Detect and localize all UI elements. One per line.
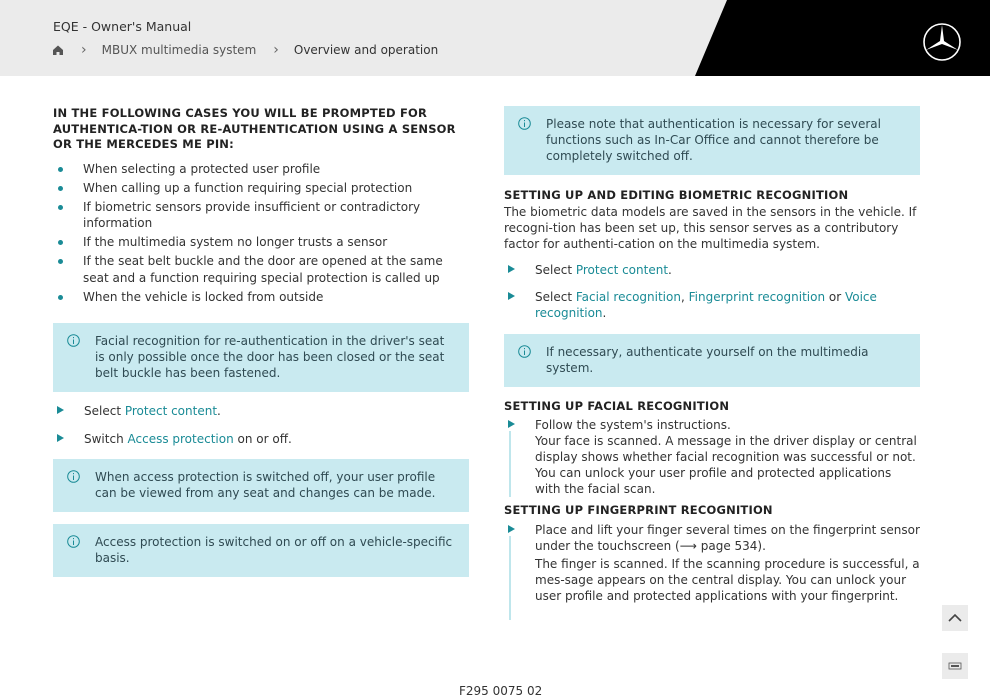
right-column	[504, 106, 920, 604]
list-item: If biometric sensors provide insufficient or contradictory information	[53, 199, 469, 232]
arrow-right-icon	[508, 420, 515, 428]
protect-content-link[interactable]: Protect content	[575, 262, 669, 277]
step-text: Select	[84, 404, 125, 418]
step-text: Switch	[84, 432, 128, 446]
list-item: When selecting a protected user profile	[53, 161, 469, 178]
step-text: Select	[535, 289, 576, 304]
manual-title: EQE - Owner's Manual	[53, 19, 192, 34]
list-item: If the multimedia system no longer trusts a sensor	[53, 234, 469, 251]
info-box-facial-reauth	[53, 323, 469, 392]
info-box-in-car-office	[504, 106, 920, 175]
info-icon	[67, 535, 80, 548]
page-number-icon	[948, 661, 962, 671]
facial-recognition-link[interactable]: Facial recognition	[575, 289, 681, 304]
info-icon	[518, 117, 531, 130]
step-text: .	[668, 262, 672, 277]
chevron-right-icon: ›	[81, 42, 87, 58]
protect-content-link[interactable]: Protect content	[124, 404, 218, 418]
step-text: Follow the system's instructions.	[535, 418, 731, 432]
step-place-finger	[504, 522, 920, 554]
step-result-text	[504, 433, 920, 497]
left-column	[53, 106, 469, 577]
figure-code: F295 0075 02	[459, 684, 543, 698]
breadcrumb-item-mbux[interactable]: MBUX multimedia system	[101, 43, 257, 57]
step-text: ,	[680, 289, 689, 304]
info-icon	[518, 345, 531, 358]
arrow-right-icon	[57, 434, 64, 442]
mercedes-star-logo	[922, 22, 962, 62]
info-text: Please note that authentication is necessary for several functions such as In-Car Office and cannot therefore be completely switched off.	[546, 117, 881, 163]
arrow-right-icon	[508, 265, 515, 273]
step-select-protect-content	[53, 403, 469, 419]
step-switch-access-protection	[53, 431, 469, 447]
step-text: Select	[535, 262, 576, 277]
step-text: .	[217, 404, 221, 418]
facial-steps	[504, 417, 920, 497]
result-text: The finger is scanned. If the scanning procedure is successful, a mes-sage appears on the central display. You can unlock your user profile and protected applications with your fingerprint.	[535, 556, 920, 603]
info-box-authenticate	[504, 334, 920, 387]
result-text: Your face is scanned. A message in the driver display or central display shows whether facial recognition was successful or not. You can unlock your user profile and protected applications with the facial scan.	[535, 434, 917, 496]
voice-recognition-link[interactable]: Voice recognition	[535, 289, 877, 320]
access-protection-link[interactable]: Access protection	[127, 432, 234, 446]
arrow-right-icon	[508, 292, 515, 300]
step-follow-instructions	[504, 417, 920, 433]
step-text: Place and lift your finger several times on the fingerprint sensor under the touchscreen (⟶ page 534).	[535, 522, 920, 553]
info-text: Facial recognition for re-authentication in the driver's seat is only possible once the door has been closed or the seat belt buckle has been fastened.	[95, 334, 445, 380]
arrow-right-icon	[57, 406, 64, 414]
step-text: .	[602, 305, 607, 320]
breadcrumb	[52, 42, 438, 58]
breadcrumb-item-current[interactable]: Overview and operation	[293, 43, 439, 57]
scroll-to-top-button[interactable]	[942, 605, 968, 631]
chevron-up-icon	[942, 605, 968, 631]
biometric-heading: SETTING UP AND EDITING BIOMETRIC RECOGNITION	[504, 188, 849, 202]
step-result-text	[504, 556, 920, 604]
info-text: If necessary, authenticate yourself on the multimedia system.	[546, 344, 869, 375]
step-text: or	[825, 289, 845, 304]
auth-cases-heading: IN THE FOLLOWING CASES YOU WILL BE PROMPTED FOR AUTHENTICA-TION OR RE-AUTHENTICATION USING A SENSOR OR THE MERCEDES ME PIN:	[53, 106, 456, 151]
arrow-right-icon	[508, 525, 515, 533]
info-text: Access protection is switched on or off on a vehicle-specific basis.	[95, 535, 453, 565]
biometric-steps	[504, 262, 920, 321]
auth-cases-list	[53, 161, 469, 306]
info-box-vehicle-specific	[53, 524, 469, 577]
fingerprint-heading: SETTING UP FINGERPRINT RECOGNITION	[504, 503, 773, 517]
step-select-protect-content	[504, 262, 920, 278]
biometric-text: The biometric data models are saved in the sensors in the vehicle. If recogni-tion has been set up, this sensor serves as a contributory factor for authenti-cation on the multimedia system.	[504, 204, 917, 251]
chevron-right-icon: ›	[273, 42, 279, 58]
info-icon	[67, 334, 80, 347]
step-text: on or off.	[233, 432, 292, 446]
page-number-button[interactable]	[942, 653, 968, 679]
info-icon	[67, 470, 80, 483]
info-box-access-off	[53, 459, 469, 512]
list-item: When the vehicle is locked from outside	[53, 289, 469, 306]
brand-area	[695, 0, 990, 76]
home-icon[interactable]	[52, 44, 64, 56]
list-item: When calling up a function requiring special protection	[53, 180, 469, 197]
list-item: If the seat belt buckle and the door are opened at the same seat and a function requiring special protection is called up	[53, 253, 469, 286]
info-text: When access protection is switched off, your user profile can be viewed from any seat and changes can be made.	[95, 470, 436, 500]
fingerprint-steps	[504, 522, 920, 604]
step-select-recognition	[504, 289, 920, 321]
facial-heading: SETTING UP FACIAL RECOGNITION	[504, 398, 730, 413]
fingerprint-recognition-link[interactable]: Fingerprint recognition	[688, 289, 826, 304]
page-header	[0, 0, 990, 76]
